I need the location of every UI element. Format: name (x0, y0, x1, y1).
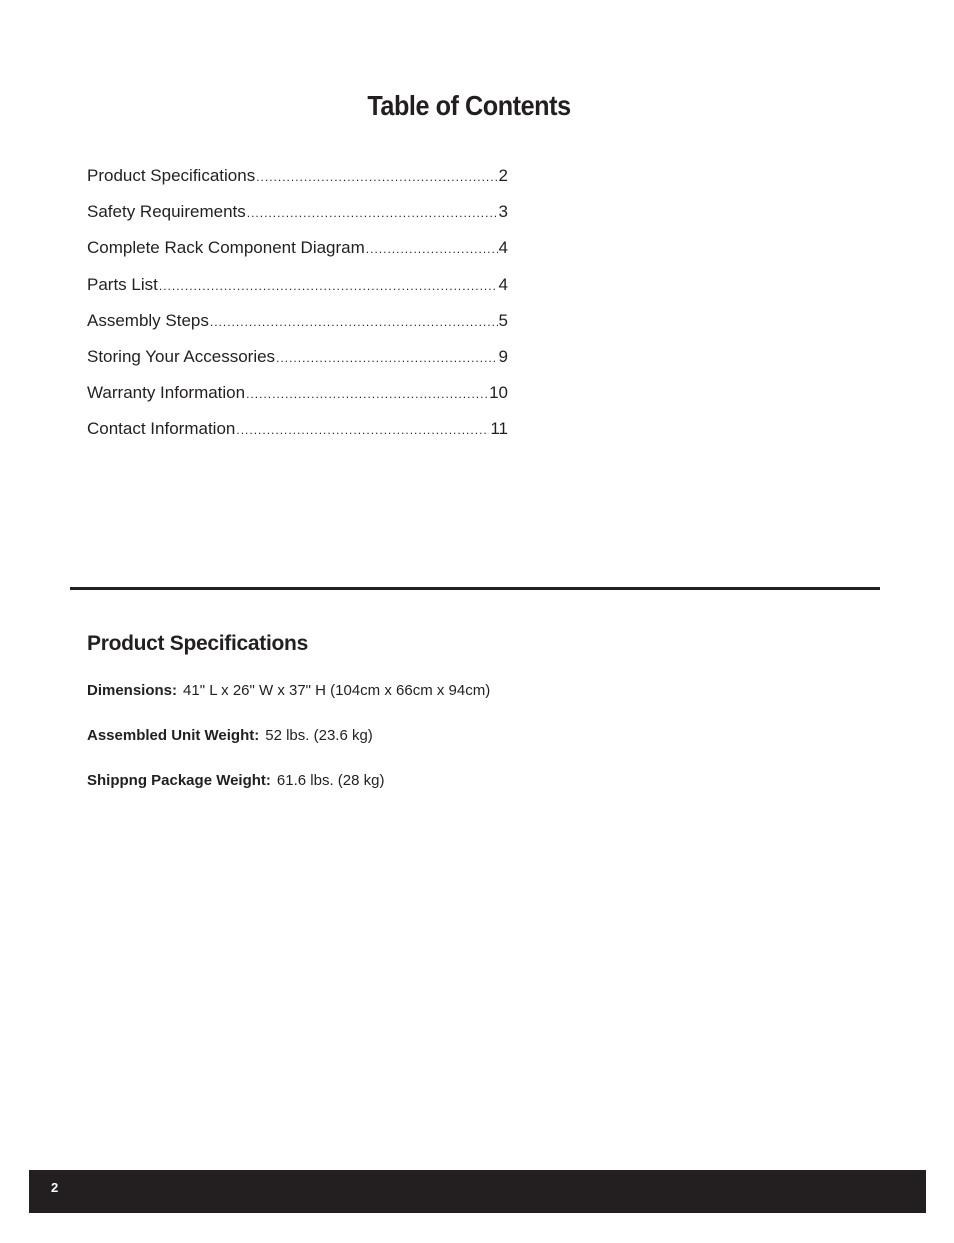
toc-entry-label: Contact Information (87, 419, 236, 439)
page-title: Table of Contents (367, 90, 571, 121)
toc-leader-dots (246, 387, 488, 401)
toc-entry-label: Product Specifications (87, 166, 256, 185)
spec-dimensions (87, 682, 490, 699)
toc-entry-label: Warranty Information (87, 383, 246, 403)
toc-entry-parts-list[interactable] (87, 275, 508, 311)
toc-leader-dots (276, 351, 497, 365)
toc-entry-contact-information[interactable] (87, 419, 508, 455)
spec-label: Assembled Unit Weight: (87, 727, 260, 744)
spec-label: Shippng Package Weight: (87, 772, 271, 789)
toc-leader-dots (159, 279, 498, 293)
toc-entry-assembly-steps[interactable] (87, 311, 508, 347)
toc-leader-dots (210, 315, 498, 329)
table-of-contents (87, 166, 508, 456)
toc-entry-product-specifications[interactable] (87, 166, 508, 202)
section-heading: Product Specifications (87, 632, 308, 655)
footer-bar (29, 1170, 926, 1213)
spec-label: Dimensions: (87, 682, 178, 699)
toc-leader-dots (247, 206, 498, 220)
spec-package-weight (87, 772, 384, 789)
spec-value: 41" L x 26" W x 37" H (104cm x 66cm x 94cm) (183, 682, 491, 699)
toc-entry-page: 4 (498, 238, 508, 258)
toc-entry-component-diagram[interactable] (87, 238, 508, 274)
toc-entry-page: 3 (498, 202, 508, 222)
toc-entry-page: 2 (498, 166, 508, 185)
toc-entry-label: Assembly Steps (87, 310, 209, 330)
toc-leader-dots (256, 170, 497, 184)
toc-leader-dots (366, 242, 498, 256)
toc-entry-page: 11 (490, 419, 508, 439)
toc-leader-dots (236, 423, 489, 437)
spec-assembled-weight (87, 727, 373, 744)
toc-entry-label: Storing Your Accessories (87, 346, 276, 366)
toc-entry-storing-accessories[interactable] (87, 347, 508, 383)
toc-entry-warranty-information[interactable] (87, 383, 508, 419)
spec-value: 52 lbs. (23.6 kg) (265, 727, 373, 744)
toc-entry-label: Complete Rack Component Diagram (87, 238, 365, 258)
section-divider (70, 587, 880, 590)
toc-entry-page: 4 (498, 274, 508, 294)
toc-entry-safety-requirements[interactable] (87, 202, 508, 238)
page-number: 2 (51, 1180, 59, 1195)
toc-entry-label: Parts List (87, 274, 158, 294)
toc-entry-page: 5 (498, 310, 508, 330)
toc-entry-page: 10 (489, 383, 508, 403)
spec-value: 61.6 lbs. (28 kg) (276, 772, 385, 789)
toc-entry-page: 9 (498, 346, 508, 366)
toc-entry-label: Safety Requirements (87, 202, 246, 222)
